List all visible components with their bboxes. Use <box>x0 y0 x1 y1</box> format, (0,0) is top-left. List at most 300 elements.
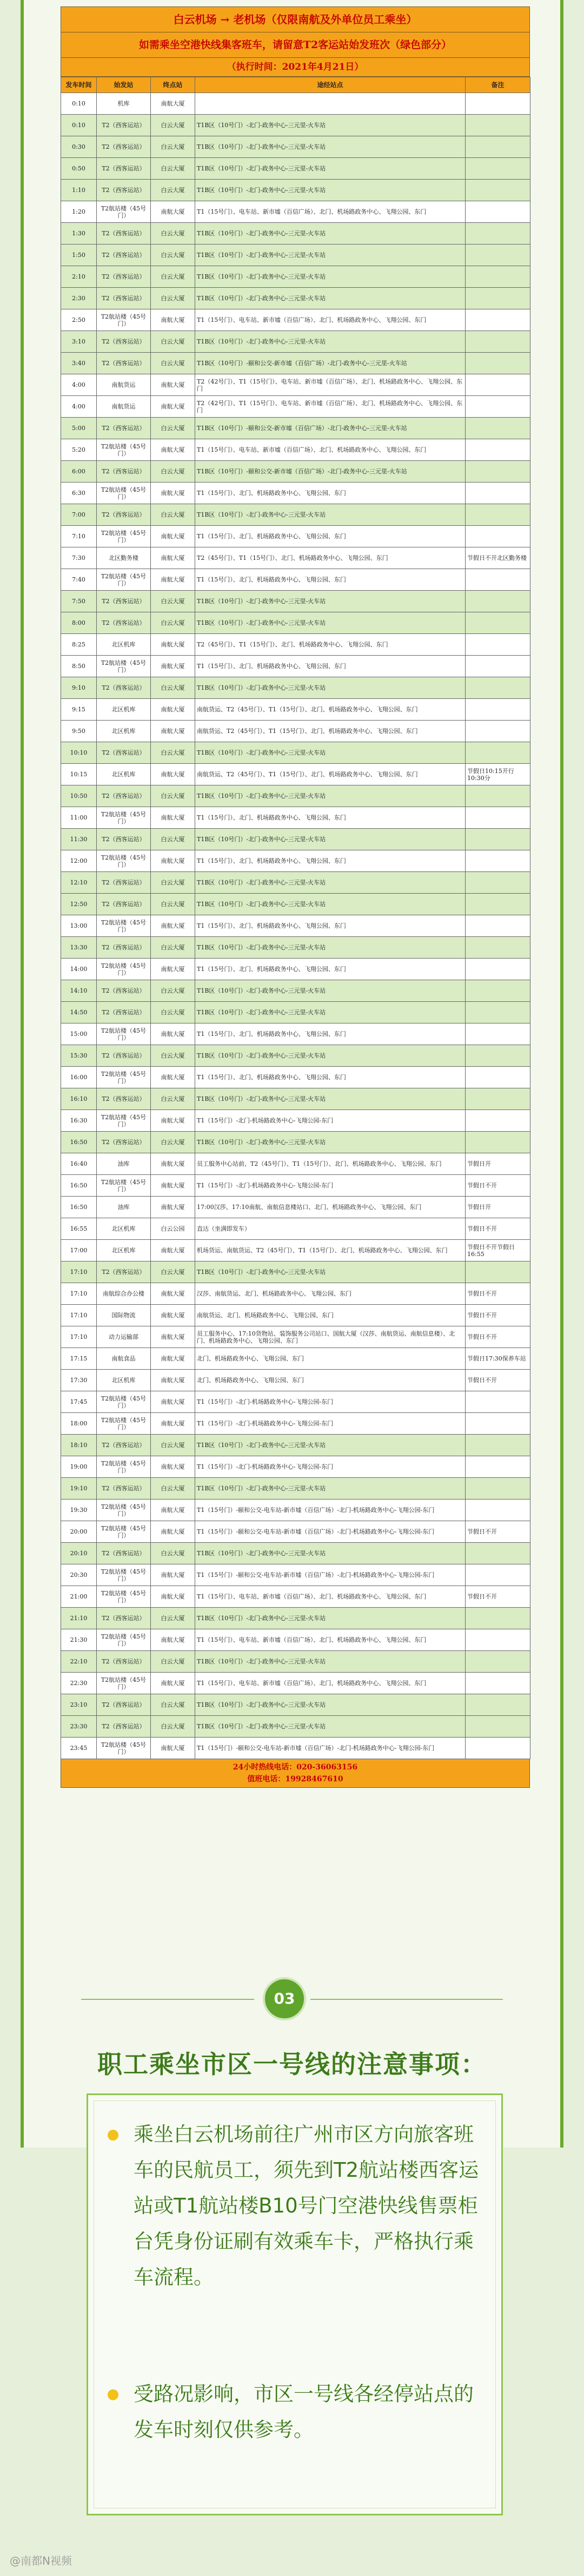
remarks <box>466 1002 530 1023</box>
destination-station: 白云大厦 <box>151 1088 195 1110</box>
destination-station: 南航大厦 <box>151 569 195 591</box>
origin-station: T2航站楼（45号门） <box>97 439 151 461</box>
route-stops: 南航货运、北门、机场路政务中心、飞翔公园、东门 <box>195 1305 466 1326</box>
table-row <box>61 331 530 353</box>
departure-time: 20:00 <box>61 1521 97 1543</box>
route-stops: 南航货运、T2（45号门）、T1（15号门）、北门、机场路政务中心、飞翔公园、东门 <box>195 699 466 721</box>
destination-station: 白云大厦 <box>151 742 195 764</box>
route-stops: 直达（坐满即发车） <box>195 1218 466 1240</box>
route-stops: T1B区（10号门）-北门-政务中心-三元里-火车站 <box>195 785 466 807</box>
route-stops: T1B区（10号门）-北门-政务中心-三元里-火车站 <box>195 223 466 245</box>
remarks <box>466 807 530 829</box>
departure-time: 0:10 <box>61 93 97 115</box>
remarks <box>466 136 530 158</box>
departure-time: 3:40 <box>61 353 97 374</box>
origin-station: 北区机库 <box>97 721 151 742</box>
origin-station: T2（西客运站） <box>97 223 151 245</box>
col-header-remarks: 备注 <box>466 77 530 93</box>
destination-station: 白云大厦 <box>151 266 195 288</box>
departure-time: 17:30 <box>61 1370 97 1391</box>
remarks <box>466 504 530 526</box>
departure-time: 7:30 <box>61 547 97 569</box>
departure-time: 16:50 <box>61 1197 97 1218</box>
table-row <box>61 223 530 245</box>
destination-station: 南航大厦 <box>151 483 195 504</box>
origin-station: T2（西客运站） <box>97 158 151 180</box>
departure-time: 17:10 <box>61 1326 97 1348</box>
table-row <box>61 1435 530 1456</box>
table-row <box>61 1240 530 1261</box>
origin-station: T2（西客运站） <box>97 504 151 526</box>
route-stops: T1B区（10号门）-北门-政务中心-三元里-火车站 <box>195 266 466 288</box>
table-row <box>61 959 530 980</box>
table-row <box>61 1586 530 1608</box>
remarks <box>466 1067 530 1088</box>
table-row <box>61 1348 530 1370</box>
origin-station: T2航站楼（45号门） <box>97 1738 151 1759</box>
table-row <box>61 764 530 785</box>
departure-time: 10:15 <box>61 764 97 785</box>
destination-station: 南航大厦 <box>151 656 195 677</box>
route-stops: T1（15号门）、北门、机场路政务中心、飞翔公园、东门 <box>195 483 466 504</box>
destination-station: 南航大厦 <box>151 201 195 223</box>
origin-station: T2航站楼（45号门） <box>97 1110 151 1132</box>
route-stops: T1B区（10号门）-北门-政务中心-三元里-火车站 <box>195 1478 466 1500</box>
departure-time: 22:30 <box>61 1673 97 1694</box>
departure-time: 0:50 <box>61 158 97 180</box>
destination-station: 白云大厦 <box>151 591 195 612</box>
table-row <box>61 1391 530 1413</box>
remarks: 节假日不开 <box>466 1326 530 1348</box>
route-stops: T1（15号门）、电车站、新市墟（百信广场）、北门、机场路政务中心、飞翔公园、东门 <box>195 201 466 223</box>
destination-station: 南航大厦 <box>151 1586 195 1608</box>
table-row <box>61 1738 530 1759</box>
destination-station: 白云大厦 <box>151 894 195 915</box>
destination-station: 白云大厦 <box>151 829 195 850</box>
departure-time: 4:00 <box>61 374 97 396</box>
destination-station: 白云大厦 <box>151 1002 195 1023</box>
route-stops <box>195 93 466 115</box>
departure-time: 1:30 <box>61 223 97 245</box>
departure-time: 23:30 <box>61 1716 97 1738</box>
remarks <box>466 1694 530 1716</box>
remarks: 节假日不开 <box>466 1283 530 1305</box>
origin-station: T2航站楼（45号门） <box>97 807 151 829</box>
table-row <box>61 699 530 721</box>
route-stops: T1B区（10号门）-北门-政务中心-三元里-火车站 <box>195 1045 466 1067</box>
destination-station: 南航大厦 <box>151 764 195 785</box>
origin-station: T2航站楼（45号门） <box>97 201 151 223</box>
table-row <box>61 201 530 223</box>
route-stops: T1（15号门）、电车站、新市墟（百信广场）、北门、机场路政务中心、飞翔公园、东门 <box>195 1629 466 1651</box>
departure-time: 16:30 <box>61 1110 97 1132</box>
departure-time: 10:10 <box>61 742 97 764</box>
notice-box <box>87 2093 503 2515</box>
table-row <box>61 158 530 180</box>
departure-time: 5:20 <box>61 439 97 461</box>
bullet-dot-icon <box>108 2130 118 2141</box>
destination-station: 南航大厦 <box>151 1673 195 1694</box>
table-row <box>61 1305 530 1326</box>
remarks: 节假日不开 <box>466 1175 530 1197</box>
origin-station: T2（西客运站） <box>97 1694 151 1716</box>
table-row <box>61 1629 530 1651</box>
green-shift-notice: 如需乘坐空港快线集客班车，请留意T2客运站始发班次（绿色部分） <box>61 32 530 58</box>
departure-time: 8:50 <box>61 656 97 677</box>
remarks <box>466 721 530 742</box>
origin-station: T2（西客运站） <box>97 1716 151 1738</box>
destination-station: 南航大厦 <box>151 547 195 569</box>
departure-time: 9:50 <box>61 721 97 742</box>
remarks <box>466 591 530 612</box>
destination-station: 白云大厦 <box>151 1651 195 1673</box>
origin-station: T2（西客运站） <box>97 461 151 483</box>
notice-item <box>110 2376 483 2448</box>
table-row <box>61 915 530 937</box>
remarks <box>466 742 530 764</box>
destination-station: 白云大厦 <box>151 1478 195 1500</box>
remarks <box>466 1132 530 1153</box>
table-row <box>61 1413 530 1435</box>
origin-station: T2（西客运站） <box>97 180 151 201</box>
col-header-origin: 始发站 <box>97 77 151 93</box>
origin-station: T2航站楼（45号门） <box>97 915 151 937</box>
route-stops: T1（15号门）-颐和公交-电车站-新市墟（百信广场）-北门-机场路政务中心-飞翔公园-东门 <box>195 1738 466 1759</box>
origin-station: T2（西客运站） <box>97 1002 151 1023</box>
route-stops: T1B区（10号门）-北门-政务中心-三元里-火车站 <box>195 331 466 353</box>
table-row <box>61 1261 530 1283</box>
destination-station: 南航大厦 <box>151 309 195 331</box>
remarks <box>466 418 530 439</box>
departure-time: 11:00 <box>61 807 97 829</box>
route-stops: T1B区（10号门）-北门-政务中心-三元里-火车站 <box>195 894 466 915</box>
route-stops: T1B区（10号门）-北门-政务中心-三元里-火车站 <box>195 504 466 526</box>
origin-station: 油库 <box>97 1197 151 1218</box>
origin-station: T2（西客运站） <box>97 1651 151 1673</box>
origin-station: T2（西客运站） <box>97 742 151 764</box>
remarks <box>466 829 530 850</box>
remarks <box>466 677 530 699</box>
destination-station: 南航大厦 <box>151 1067 195 1088</box>
departure-time: 20:10 <box>61 1543 97 1564</box>
col-header-stops: 途经站点 <box>195 77 466 93</box>
remarks: 节假日17:30保养车站 <box>466 1348 530 1370</box>
departure-time: 21:10 <box>61 1608 97 1629</box>
destination-station: 南航大厦 <box>151 634 195 656</box>
route-stops: T1（15号门）、北门、机场路政务中心、飞翔公园、东门 <box>195 959 466 980</box>
departure-time: 13:30 <box>61 937 97 959</box>
destination-station: 白云大厦 <box>151 223 195 245</box>
table-row <box>61 721 530 742</box>
table-row <box>61 266 530 288</box>
route-stops: T1B区（10号门）-北门-政务中心-三元里-火车站 <box>195 980 466 1002</box>
table-row <box>61 1370 530 1391</box>
remarks <box>466 656 530 677</box>
table-row <box>61 1002 530 1023</box>
table-row <box>61 115 530 136</box>
route-stops: T1（15号门）-颐和公交-电车站-新市墟（百信广场）-北门-机场路政务中心-飞翔公园-东门 <box>195 1500 466 1521</box>
route-stops: T1（15号门）、电车站、新市墟（百信广场）、北门、机场路政务中心、飞翔公园、东门 <box>195 1586 466 1608</box>
table-row <box>61 634 530 656</box>
destination-station: 南航大厦 <box>151 1110 195 1132</box>
col-header-destination: 终点站 <box>151 77 195 93</box>
destination-station: 白云大厦 <box>151 136 195 158</box>
table-row <box>61 288 530 309</box>
destination-station: 南航大厦 <box>151 1564 195 1586</box>
origin-station: 北区勤务楼 <box>97 547 151 569</box>
table-row <box>61 1456 530 1478</box>
table-row <box>61 1067 530 1088</box>
remarks <box>466 374 530 396</box>
origin-station: T2航站楼（45号门） <box>97 483 151 504</box>
remarks <box>466 850 530 872</box>
route-stops: T2（42号门）、T1（15号门）、电车站、新市墟（百信广场）、北门、机场路政务中心、飞翔公园、东门 <box>195 396 466 418</box>
origin-station: T2航站楼（45号门） <box>97 1456 151 1478</box>
departure-time: 17:45 <box>61 1391 97 1413</box>
destination-station: 白云大厦 <box>151 1435 195 1456</box>
origin-station: T2航站楼（45号门） <box>97 1564 151 1586</box>
departure-time: 16:40 <box>61 1153 97 1175</box>
divider-left <box>81 1999 254 2000</box>
remarks <box>466 915 530 937</box>
route-stops: 北门、机场路政务中心、飞翔公园、东门 <box>195 1370 466 1391</box>
table-row <box>61 353 530 374</box>
destination-station: 白云大厦 <box>151 785 195 807</box>
route-stops: T2（42号门）、T1（15号门）、电车站、新市墟（百信广场）、北门、机场路政务中心、飞翔公园、东门 <box>195 374 466 396</box>
table-row <box>61 980 530 1002</box>
destination-station: 南航大厦 <box>151 1413 195 1435</box>
remarks <box>466 201 530 223</box>
table-row <box>61 1694 530 1716</box>
origin-station: T2（西客运站） <box>97 1435 151 1456</box>
origin-station: T2（西客运站） <box>97 115 151 136</box>
destination-station: 白云大厦 <box>151 1543 195 1564</box>
table-row <box>61 418 530 439</box>
origin-station: T2（西客运站） <box>97 785 151 807</box>
table-row <box>61 461 530 483</box>
section-number-badge: 03 <box>263 1977 306 2020</box>
table-row <box>61 1716 530 1738</box>
origin-station: T2（西客运站） <box>97 353 151 374</box>
remarks <box>466 115 530 136</box>
remarks <box>466 1738 530 1759</box>
route-stops: T1B区（10号门）-北门-政务中心-三元里-火车站 <box>195 1651 466 1673</box>
route-stops: T1（15号门）、北门、机场路政务中心、飞翔公园、东门 <box>195 656 466 677</box>
table-row <box>61 742 530 764</box>
remarks <box>466 894 530 915</box>
remarks: 节假日开 <box>466 1197 530 1218</box>
route-stops: T1（15号门）、电车站、新市墟（百信广场）、北门、机场路政务中心、飞翔公园、东门 <box>195 439 466 461</box>
departure-time: 17:10 <box>61 1283 97 1305</box>
departure-time: 19:10 <box>61 1478 97 1500</box>
departure-time: 2:50 <box>61 309 97 331</box>
route-stops: 员工服务中心、17:10货物站、装饰服务公司站口、国航大厦（汉莎、南航货运、南航信息楼）、北门、机场路政务中心、飞翔公园、东门 <box>195 1326 466 1348</box>
remarks <box>466 1564 530 1586</box>
route-stops: T1（15号门）、北门、机场路政务中心、飞翔公园、东门 <box>195 569 466 591</box>
origin-station: T2（西客运站） <box>97 1261 151 1283</box>
remarks <box>466 1651 530 1673</box>
destination-station: 白云大厦 <box>151 180 195 201</box>
departure-time: 17:10 <box>61 1305 97 1326</box>
departure-time: 11:30 <box>61 829 97 850</box>
duty-phone-text: 值班电话：19928467610 <box>247 1775 343 1784</box>
route-stops: T1B区（10号门）-北门-政务中心-三元里-火车站 <box>195 1435 466 1456</box>
table-row <box>61 180 530 201</box>
destination-station: 南航大厦 <box>151 699 195 721</box>
route-stops: T2（45号门）、T1（15号门）、北门、机场路政务中心、飞翔公园、东门 <box>195 547 466 569</box>
destination-station: 南航大厦 <box>151 93 195 115</box>
remarks <box>466 309 530 331</box>
origin-station: T2（西客运站） <box>97 136 151 158</box>
destination-station: 白云大厦 <box>151 1261 195 1283</box>
route-stops: T1（15号门）、电车站、新市墟（百信广场）、北门、机场路政务中心、飞翔公园、东门 <box>195 1673 466 1694</box>
route-stops: T1（15号门）-颐和公交-电车站-新市墟（百信广场）-北门-机场路政务中心-飞翔公园-东门 <box>195 1521 466 1543</box>
origin-station: T2航站楼（45号门） <box>97 959 151 980</box>
remarks <box>466 1456 530 1478</box>
route-stops: T1B区（10号门）-北门-政务中心-三元里-火车站 <box>195 1694 466 1716</box>
destination-station: 南航大厦 <box>151 1197 195 1218</box>
origin-station: T2航站楼（45号门） <box>97 1521 151 1543</box>
destination-station: 白云大厦 <box>151 115 195 136</box>
table-row <box>61 1175 530 1197</box>
destination-station: 白云大厦 <box>151 980 195 1002</box>
origin-station: T2（西客运站） <box>97 331 151 353</box>
departure-time: 12:10 <box>61 872 97 894</box>
departure-time: 17:10 <box>61 1261 97 1283</box>
table-row <box>61 136 530 158</box>
remarks <box>466 439 530 461</box>
origin-station: T2航站楼（45号门） <box>97 569 151 591</box>
route-stops: T1B区（10号门）-北门-政务中心-三元里-火车站 <box>195 1002 466 1023</box>
route-stops: 汉莎、南航货运、北门、机场路政务中心、飞翔公园、东门 <box>195 1283 466 1305</box>
table-row <box>61 677 530 699</box>
departure-time: 17:15 <box>61 1348 97 1370</box>
origin-station: T2航站楼（45号门） <box>97 850 151 872</box>
origin-station: T2（西客运站） <box>97 894 151 915</box>
remarks <box>466 1088 530 1110</box>
departure-time: 1:50 <box>61 245 97 266</box>
departure-time: 2:10 <box>61 266 97 288</box>
table-row <box>61 1197 530 1218</box>
destination-station: 南航大厦 <box>151 1175 195 1197</box>
destination-station: 白云大厦 <box>151 1132 195 1153</box>
origin-station: T2（西客运站） <box>97 1543 151 1564</box>
departure-time: 1:20 <box>61 201 97 223</box>
table-row <box>61 504 530 526</box>
route-stops: T1（15号门）-北门-机场路政务中心-飞翔公园-东门 <box>195 1391 466 1413</box>
remarks: 节假日开 <box>466 1153 530 1175</box>
origin-station: 动力运输部 <box>97 1326 151 1348</box>
departure-time: 1:10 <box>61 180 97 201</box>
destination-station: 白云大厦 <box>151 461 195 483</box>
table-row <box>61 526 530 547</box>
table-row <box>61 612 530 634</box>
destination-station: 白云大厦 <box>151 331 195 353</box>
table-row <box>61 483 530 504</box>
destination-station: 南航大厦 <box>151 1305 195 1326</box>
remarks <box>466 937 530 959</box>
remarks <box>466 569 530 591</box>
route-stops: T1B区（10号门）-北门-政务中心-三元里-火车站 <box>195 1716 466 1738</box>
departure-time: 12:00 <box>61 850 97 872</box>
origin-station: 南航货运 <box>97 396 151 418</box>
route-stops: T1（15号门）、北门、机场路政务中心、飞翔公园、东门 <box>195 526 466 547</box>
departure-time: 19:00 <box>61 1456 97 1478</box>
origin-station: T2（西客运站） <box>97 1608 151 1629</box>
destination-station: 南航大厦 <box>151 1153 195 1175</box>
destination-station: 白云大厦 <box>151 872 195 894</box>
remarks <box>466 1023 530 1045</box>
destination-station: 南航大厦 <box>151 1629 195 1651</box>
origin-station: T2（西客运站） <box>97 591 151 612</box>
remarks <box>466 1673 530 1694</box>
departure-time: 2:30 <box>61 288 97 309</box>
remarks <box>466 699 530 721</box>
remarks <box>466 180 530 201</box>
route-stops: T1B区（10号门）-颐和公交-新市墟（百信广场）-北门-政务中心-三元里-火车站 <box>195 418 466 439</box>
origin-station: T2（西客运站） <box>97 288 151 309</box>
destination-station: 南航大厦 <box>151 1348 195 1370</box>
origin-station: T2（西客运站） <box>97 872 151 894</box>
table-row <box>61 1283 530 1305</box>
table-row <box>61 1608 530 1629</box>
remarks <box>466 959 530 980</box>
table-row <box>61 1110 530 1132</box>
origin-station: T2（西客运站） <box>97 937 151 959</box>
departure-time: 16:55 <box>61 1218 97 1240</box>
notice-item-text: 乘坐白云机场前往广州市区方向旅客班车的民航员工，须先到T2航站楼西客运站或T1航站楼B10号门空港快线售票柜台凭身份证刷有效乘车卡，严格执行乘车流程。 <box>134 2123 479 2289</box>
table-row <box>61 1045 530 1067</box>
origin-station: 南航食品 <box>97 1348 151 1370</box>
route-stops: T1B区（10号门）-北门-政务中心-三元里-火车站 <box>195 1132 466 1153</box>
origin-station: T2（西客运站） <box>97 677 151 699</box>
remarks <box>466 526 530 547</box>
route-stops: T1B区（10号门）-北门-政务中心-三元里-火车站 <box>195 829 466 850</box>
remarks <box>466 1045 530 1067</box>
table-row <box>61 1500 530 1521</box>
destination-station: 南航大厦 <box>151 1500 195 1521</box>
section-title: 职工乘坐市区一号线的注意事项： <box>97 2050 487 2079</box>
origin-station: T2（西客运站） <box>97 829 151 850</box>
destination-station: 白云大厦 <box>151 1608 195 1629</box>
origin-station: T2（西客运站） <box>97 266 151 288</box>
remarks <box>466 353 530 374</box>
route-stops: T1B区（10号门）-北门-政务中心-三元里-火车站 <box>195 591 466 612</box>
remarks <box>466 1716 530 1738</box>
origin-station: T2（西客运站） <box>97 245 151 266</box>
origin-station: T2（西客运站） <box>97 612 151 634</box>
destination-station: 南航大厦 <box>151 721 195 742</box>
table-row <box>61 1478 530 1500</box>
remarks <box>466 223 530 245</box>
divider-right <box>310 1999 503 2000</box>
destination-station: 南航大厦 <box>151 396 195 418</box>
destination-station: 白云大厦 <box>151 504 195 526</box>
table-row <box>61 591 530 612</box>
route-stops: T1（15号门）、北门、机场路政务中心、飞翔公园、东门 <box>195 915 466 937</box>
route-stops: T1B区（10号门）-北门-政务中心-三元里-火车站 <box>195 1088 466 1110</box>
remarks <box>466 1391 530 1413</box>
destination-station: 白云大厦 <box>151 288 195 309</box>
departure-time: 16:50 <box>61 1175 97 1197</box>
remarks <box>466 331 530 353</box>
departure-time: 8:25 <box>61 634 97 656</box>
destination-station: 南航大厦 <box>151 439 195 461</box>
route-stops: T1（15号门）-北门-机场路政务中心-飞翔公园-东门 <box>195 1110 466 1132</box>
table-row <box>61 396 530 418</box>
destination-station: 南航大厦 <box>151 915 195 937</box>
remarks <box>466 634 530 656</box>
